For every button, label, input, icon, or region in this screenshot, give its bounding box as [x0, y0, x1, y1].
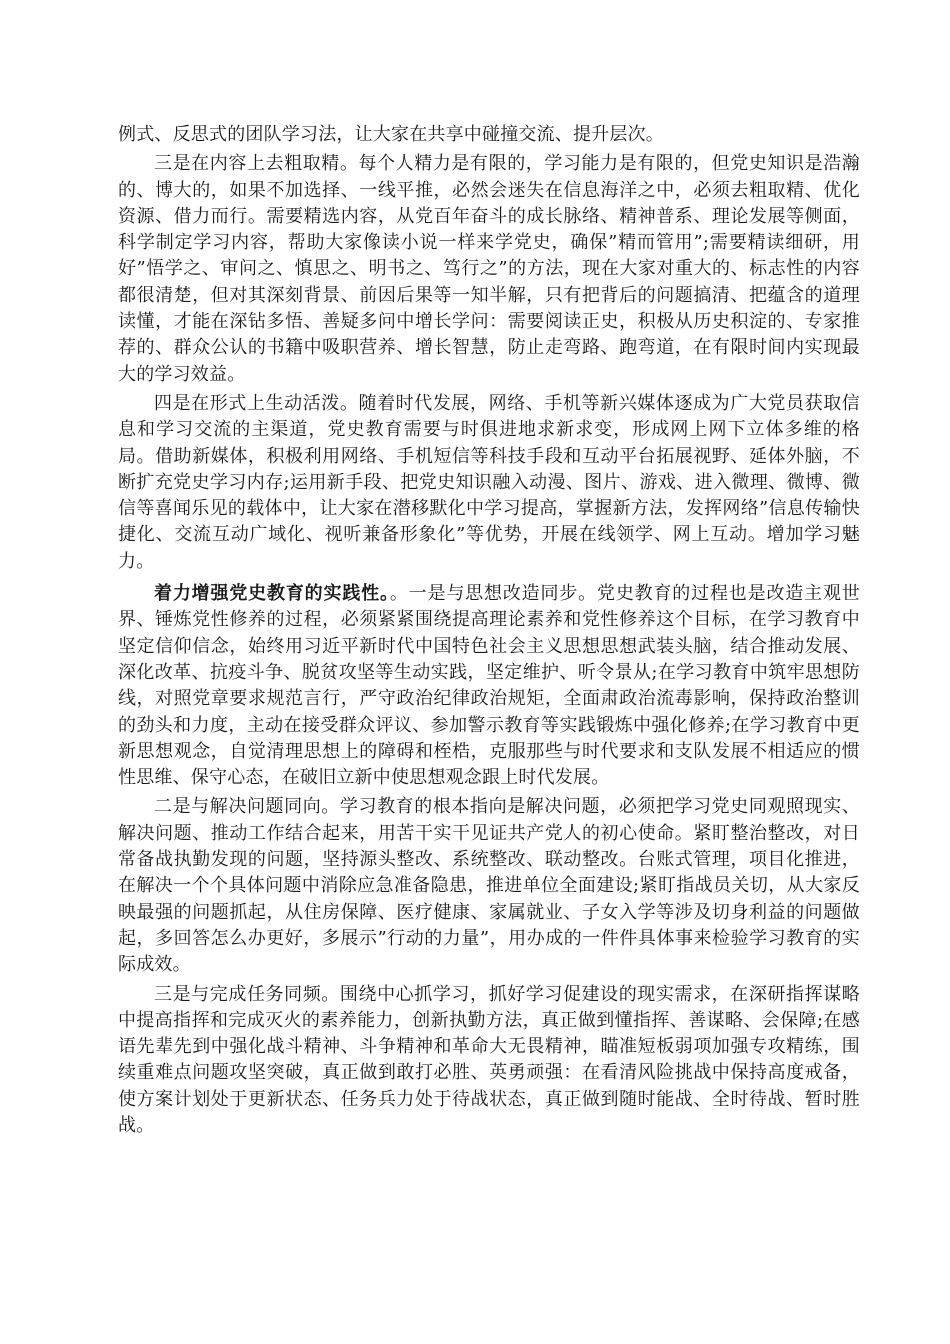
document-body: [118, 122, 860, 1142]
paragraph-text: 三是与完成任务同频。围绕中心抓学习，抓好学习促建设的现实需求，在深研指挥谋略中提高指挥和完成灭火的素养能力，创新执勤方法，真正做到懂指挥、善谋略、会保障;在感语先辈先到中强化战斗精神、斗争精神和革命大无畏精神，瞄准短板弱项加强专攻精练，围续重难点问题攻坚突破，真正做到敢打必胜、英勇顽强：在看清风险挑战中保持高度戒备，使方案计划处于更新状态、任务兵力处于待战状态，真正做到随时能战、全时待战、暂时胜战。: [118, 983, 860, 1136]
paragraph-text: 二是与解决问题同向。学习教育的根本指向是解决问题，必须把学习党史同观照现实、解决问题、推动工作结合起来，用苦干实干见证共产党人的初心使命。紧盯整治整改，对日常备战执勤发现的问题，坚持源头整改、系统整改、联动整改。台账式管理，项目化推进，在解决一个个具体问题中消除应急准备隐患，推进单位全面建设;紧盯指战员关切，从大家反映最强的问题抓起，从住房保障、医疗健康、家属就业、子女入学等涉及切身利益的问题做起，多回答怎么办更好，多展示”行动的力量”，用办成的一件件具体事来检验学习教育的实际成效。: [118, 796, 860, 976]
paragraph-4: [118, 581, 860, 791]
section-heading: 着力增强党史教育的实践性。: [154, 583, 390, 605]
paragraph-text: 例式、反思式的团队学习法，让大家在共享中碰撞交流、提升层次。: [118, 124, 664, 145]
paragraph-3: [118, 391, 860, 575]
paragraph-text: 四是在形式上生动活泼。随着时代发展，网络、手机等新兴媒体逐成为广大党员获取信息和学习交流的主渠道，党史教育需要与时俱进地求新求变，形成网上网下立体多维的格局。借助新媒体，积极利用网络、手机短信等科技手段和互动平台拓展视野、延体外脑，不断扩充党史学习内存;运用新手段、把党史知识融入动漫、图片、游戏、进入微理、微博、微信等喜闻乐见的载体中，让大家在潜移默化中学习提高，掌握新方法，发挥网络”信息传输快捷化、交流互动广域化、视听兼备形象化”等优势，开展在线领学、网上互动。增加学习魅力。: [118, 392, 860, 572]
paragraph-5: [118, 794, 860, 978]
paragraph-text: 。一是与思想改造同步。党史教育的过程也是改造主观世界、锤炼党性修养的过程，必须紧紧围绕提高理论素养和党性修养这个目标，在学习教育中坚定信仰信念，始终用习近平新时代中国特色社会主义思想思想武装头脑，结合推动发展、深化改革、抗疫斗争、脱贫攻坚等生动实践，坚定维护、听令景从;在学习教育中筑牢思想防线，对照党章要求规范言行，严守政治纪律政治规矩，全面肃政治流毒影响，保持政治整训的劲头和力度，主动在接受群众评议、参加警示教育等实践锻炼中强化修养;在学习教育中更新思想观念，自觉清理思想上的障碍和桎梏，克服那些与时代要求和支队发展不相适应的惯性思维、保守心态，在破旧立新中使思想观念跟上时代发展。: [118, 583, 860, 789]
paragraph-text: 三是在内容上去粗取精。每个人精力是有限的，学习能力是有限的，但党史知识是浩瀚的、博大的，如果不加选择、一线平推，必然会迷失在信息海洋之中，必须去粗取精、优化资源、借力而行。需要精选内容，从党百年奋斗的成长脉络、精神普系、理论发展等侧面，科学制定学习内容，帮助大家像读小说一样来学党史，确保”精而管用”;需要精读细研，用好”悟学之、审问之、慎思之、明书之、笃行之”的方法，现在大家对重大的、标志性的内容都很清楚，但对其深刻背景、前因后果等一知半解，只有把背后的问题搞清、把蕴含的道理读懂，才能在深钻多悟、善疑多问中增长学问：需要阅读正史，积极从历史积淀的、专家推荐的、群众公认的书籍中吸职营养、增长智慧，防止走弯路、跑弯道，在有限时间内实现最大的学习效益。: [118, 153, 860, 385]
paragraph-2: [118, 151, 860, 388]
paragraph-1: [118, 122, 860, 148]
paragraph-6: [118, 982, 860, 1140]
